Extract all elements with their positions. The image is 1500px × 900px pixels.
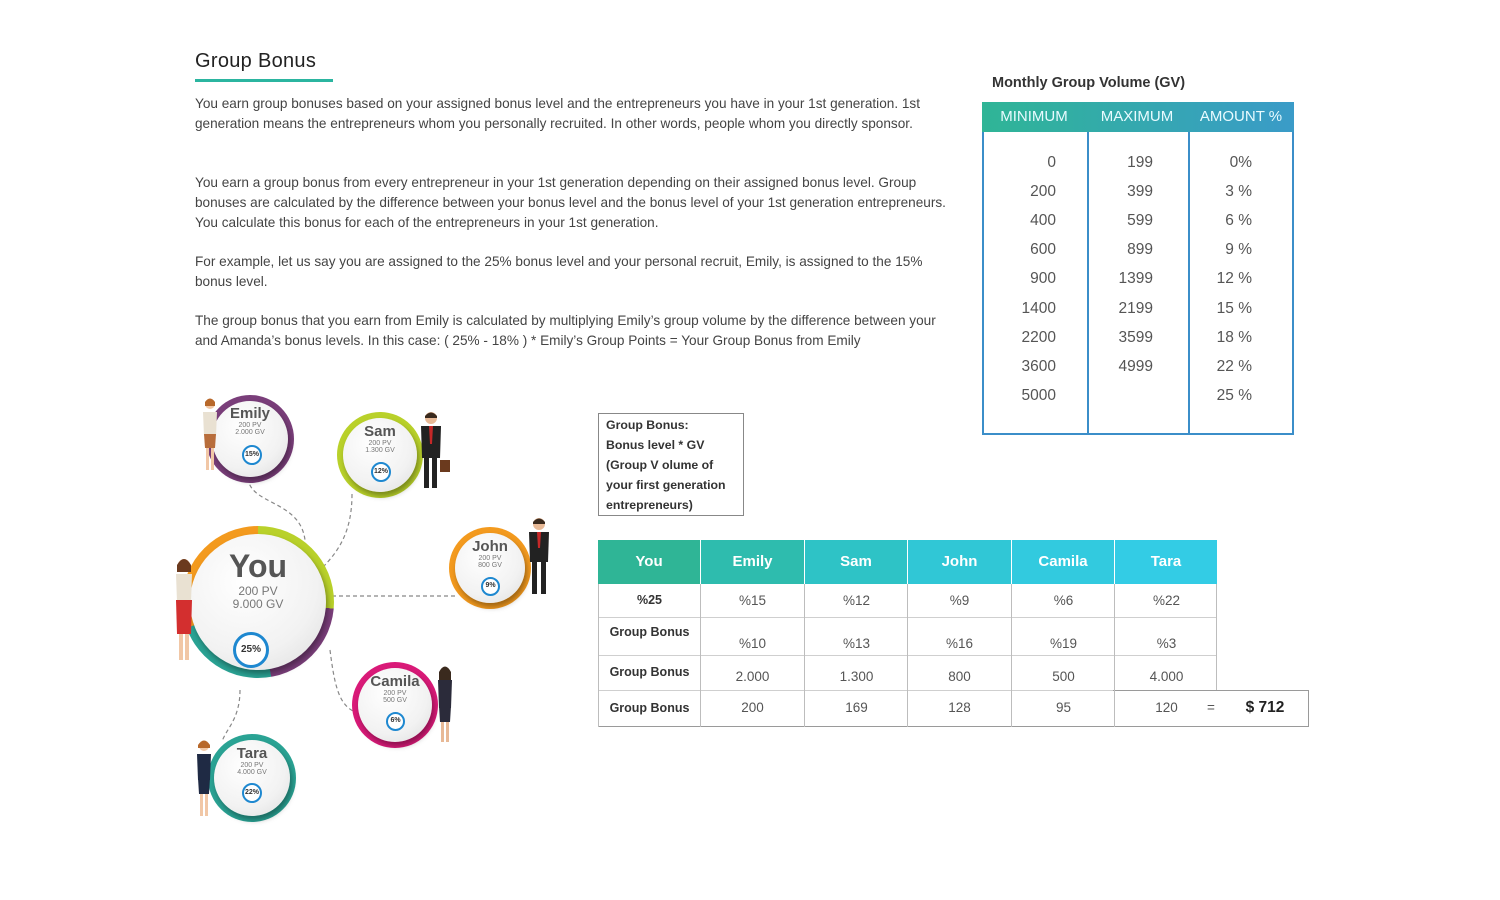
- bonus-total: $ 712: [1245, 699, 1285, 716]
- emily-name: Emily: [229, 405, 271, 422]
- you-figure-icon: [170, 556, 198, 662]
- bonus-cell: %9: [949, 593, 970, 608]
- gv-amount-cell: 9 %: [1225, 241, 1252, 259]
- emily-node: [212, 401, 288, 477]
- john-percent-badge: 9%: [481, 577, 500, 596]
- camila-gv: 500 GV: [383, 697, 407, 705]
- gv-minimum-cell: 600: [1030, 241, 1056, 259]
- sam-figure-icon: [416, 410, 452, 492]
- bonus-cell: %3: [1156, 636, 1177, 651]
- emily-pv: 200 PV: [238, 422, 262, 429]
- gv-minimum-cell: 3600: [1021, 357, 1056, 375]
- formula-box: [598, 413, 744, 516]
- formula-line: Bonus level * GV: [606, 438, 705, 452]
- bonus-cell: 95: [1055, 700, 1072, 715]
- gv-maximum-cell: 599: [1127, 212, 1153, 230]
- gv-maximum-cell: 1399: [1118, 270, 1153, 288]
- gv-minimum-cell: 0: [1047, 154, 1056, 171]
- john-gv: 800 GV: [478, 562, 502, 570]
- gv-amount-cell: 0%: [1229, 154, 1252, 171]
- gv-amount-cell: 22 %: [1216, 357, 1252, 375]
- sam-name: Sam: [364, 423, 396, 440]
- bonus-row-label: Group Bonus: [609, 701, 690, 715]
- you-name: You: [228, 548, 288, 584]
- tara-percent-badge: 22%: [242, 783, 262, 803]
- bonus-table: [598, 540, 1309, 727]
- gv-maximum-cell: 4999: [1118, 357, 1153, 375]
- gv-maximum-cell: 3599: [1118, 328, 1153, 346]
- gv-maximum-cell: 199: [1127, 154, 1153, 171]
- gv-amount-cell: 15 %: [1216, 299, 1252, 317]
- you-pv: 200 PV: [238, 584, 278, 598]
- page-title: Group Bonus: [195, 50, 317, 72]
- bonus-cell: %10: [738, 636, 767, 651]
- formula-line: entrepreneurs): [606, 498, 693, 512]
- bonus-cell: 4.000: [1149, 669, 1184, 684]
- paragraph-3: For example, let us say you are assigned to the 25% bonus level and your personal recruit, Emily, is assigned to the 15% bonus level.: [195, 254, 923, 289]
- camila-figure-icon: [434, 664, 456, 744]
- bonus-cell: 800: [948, 669, 971, 684]
- gv-header-minimum: MINIMUM: [1000, 108, 1068, 125]
- bonus-row-label: %25: [636, 593, 663, 607]
- gv-header-amount: AMOUNT %: [1199, 108, 1283, 125]
- bonus-cell: %12: [842, 593, 871, 608]
- bonus-row-label: Group Bonus: [609, 665, 690, 679]
- tara-figure-icon: [192, 738, 216, 818]
- emily-percent-badge: 15%: [242, 445, 262, 465]
- bonus-cell: 128: [948, 700, 971, 715]
- gv-minimum-cell: 5000: [1021, 386, 1056, 404]
- bonus-total-right-border: [1308, 690, 1309, 727]
- gv-minimum-cell: 200: [1030, 183, 1056, 201]
- bonus-header-emily: Emily: [701, 540, 804, 584]
- diagram-connectors: [0, 0, 600, 900]
- gv-maximum-cell: 399: [1127, 183, 1153, 201]
- camila-name: Camila: [370, 673, 420, 690]
- sam-gv: 1.300 GV: [365, 447, 395, 455]
- bonus-cell: %13: [842, 636, 871, 651]
- paragraph-1: You earn group bonuses based on your assigned bonus level and the entrepreneurs you have in your 1st generation. 1st generation means the entrepreneurs whom you personally recruited. In other words, people whom you directly sponsor.: [195, 96, 921, 131]
- bonus-cell: %15: [738, 593, 767, 608]
- gv-minimum-cell: 2200: [1021, 328, 1056, 346]
- tara-pv: 200 PV: [240, 762, 264, 769]
- tara-gv: 4.000 GV: [237, 769, 267, 777]
- camila-percent-badge: 6%: [386, 712, 405, 731]
- gv-minimum-cell: 900: [1030, 270, 1056, 288]
- gv-minimum-cell: 1400: [1021, 299, 1056, 317]
- john-name: John: [472, 538, 508, 555]
- bonus-cell: 1.300: [839, 669, 874, 684]
- bonus-cell: 500: [1052, 669, 1075, 684]
- bonus-cell: %16: [945, 636, 974, 651]
- emily-gv: 2.000 GV: [235, 429, 265, 437]
- gv-minimum-cell: 400: [1030, 212, 1056, 230]
- gv-table: [982, 102, 1294, 435]
- camila-pv: 200 PV: [383, 690, 407, 697]
- bonus-cell: %19: [1049, 636, 1078, 651]
- sam-pv: 200 PV: [368, 440, 392, 447]
- gv-amount-cell: 6 %: [1225, 212, 1252, 230]
- tara-node: [214, 740, 290, 816]
- gv-amount-cell: 18 %: [1216, 328, 1252, 346]
- bonus-equals-sign: =: [1207, 700, 1215, 715]
- bonus-header-you: You: [598, 540, 700, 584]
- bonus-bottom-border: [598, 726, 1309, 727]
- bonus-cell: 2.000: [735, 669, 770, 684]
- gv-maximum-cell: 2199: [1118, 299, 1153, 317]
- bonus-row-label: Group Bonus: [609, 625, 690, 639]
- emily-figure-icon: [198, 396, 222, 474]
- john-figure-icon: [526, 516, 552, 596]
- paragraph-2: You earn a group bonus from every entrepreneur in your 1st generation depending on their assigned bonus level. Group bonuses are calculated by the difference between your bonus level and the bonus level of your 1st generation entrepreneurs. You calculate this bonus for each of the entrepreneurs in your 1st generation.: [195, 175, 946, 230]
- bonus-cell: 200: [741, 700, 764, 715]
- bonus-header-john: John: [908, 540, 1011, 584]
- bonus-cell: %6: [1053, 593, 1074, 608]
- gv-table-heading: Monthly Group Volume (GV): [992, 75, 1186, 91]
- you-gv: 9.000 GV: [232, 596, 284, 611]
- tara-name: Tara: [236, 745, 268, 762]
- bonus-cell: 120: [1155, 700, 1178, 715]
- formula-line: (Group V olume of: [606, 458, 714, 472]
- paragraph-4: The group bonus that you earn from Emily is calculated by multiplying Emily’s group volume by the difference between your and Amanda’s bonus levels. In this case: ( 25% - 18% ) * Emily’s Group Points = Your Group Bonus from Emily: [195, 313, 936, 348]
- gv-amount-cell: 12 %: [1216, 270, 1252, 288]
- bonus-header-camila: Camila: [1012, 540, 1114, 584]
- gv-amount-cell: 25 %: [1216, 386, 1252, 404]
- bonus-cell: 169: [845, 700, 868, 715]
- bonus-header-sam: Sam: [805, 540, 907, 584]
- sam-percent-badge: 12%: [371, 462, 391, 482]
- gv-table-header: [982, 102, 1294, 132]
- john-pv: 200 PV: [478, 555, 502, 562]
- gv-maximum-cell: 899: [1127, 241, 1153, 259]
- formula-line: Group Bonus:: [606, 418, 689, 432]
- bonus-cell: %22: [1152, 593, 1181, 608]
- gv-header-maximum: MAXIMUM: [1100, 108, 1174, 125]
- formula-line: your first generation: [606, 478, 726, 492]
- gv-amount-cell: 3 %: [1225, 183, 1252, 201]
- bonus-header-tara: Tara: [1115, 540, 1217, 584]
- you-percent-badge: 25%: [233, 632, 269, 668]
